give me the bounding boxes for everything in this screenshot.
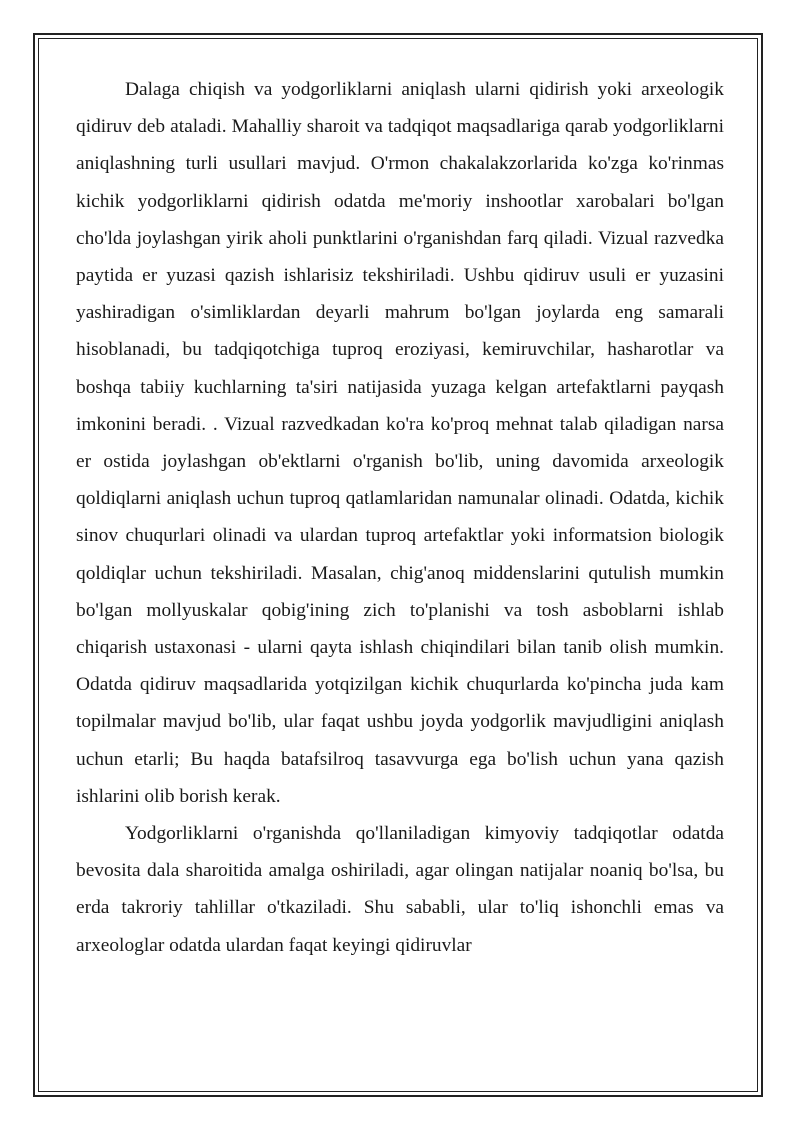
paragraph-2: Yodgorliklarni o'rganishda qo'llaniladigan kimyoviy tadqiqotlar odatda bevosita dala sharoitida amalga oshiriladi, agar olingan natijalar noaniq bo'lsa, bu erda takroriy tahlillar o'tkaziladi. Shu sababli, ular to'liq ishonchli emas va arxeologlar odatda ulardan faqat keyingi qidiruvlar <box>76 823 724 956</box>
paragraph-1: Dalaga chiqish va yodgorliklarni aniqlash ularni qidirish yoki arxeologik qidiruv deb ataladi. Mahalliy sharoit va tadqiqot maqsadlariga qarab yodgorliklarni aniqlashning turli usullari mavjud. O'rmon chakalakzorlarida ko'zga ko'rinmas kichik yodgorliklarni qidirish odatda me'moriy inshootlar xarobalari bo'lgan cho'lda joylashgan yirik aholi punktlarini o'rganishdan farq qiladi. Vizual razvedka paytida er yuzasi qazish ishlarisiz tekshiriladi. Ushbu qidiruv usuli er yuzasini yashiradigan o'simliklardan deyarli mahrum bo'lgan joylarda eng samarali hisoblanadi, bu tadqiqotchiga tuproq eroziyasi, kemiruvchilar, hasharotlar va boshqa tabiiy kuchlarning ta'siri natijasida yuzaga kelgan artefaktlarni payqash imkonini beradi. . Vizual razvedkadan ko'ra ko'proq mehnat talab qiladigan narsa er ostida joylashgan ob'ektlarni o'rganish bo'lib, uning davomida arxeologik qoldiqlarni aniqlash uchun tuproq qatlamlaridan namunalar olinadi. Odatda, kichik sinov chuqurlari olinadi va ulardan tuproq artefaktlar yoki informatsion biologik qoldiqlar uchun tekshiriladi. Masalan, chig'anoq middenslarini qutulish mumkin bo'lgan mollyuskalar qobig'ining zich to'planishi va tosh asboblarni ishlab chiqarish ustaxonasi - ularni qayta ishlash chiqindilari bilan tanib olish mumkin. Odatda qidiruv maqsadlarida yotqizilgan kichik chuqurlarda ko'pincha juda kam topilmalar mavjud bo'lib, ular faqat ushbu joyda yodgorlik mavjudligini aniqlash uchun etarli; Bu haqda batafsilroq tasavvurga ega bo'lish uchun yana qazish ishlarini olib borish kerak. <box>76 79 724 807</box>
document-body <box>76 71 724 1071</box>
